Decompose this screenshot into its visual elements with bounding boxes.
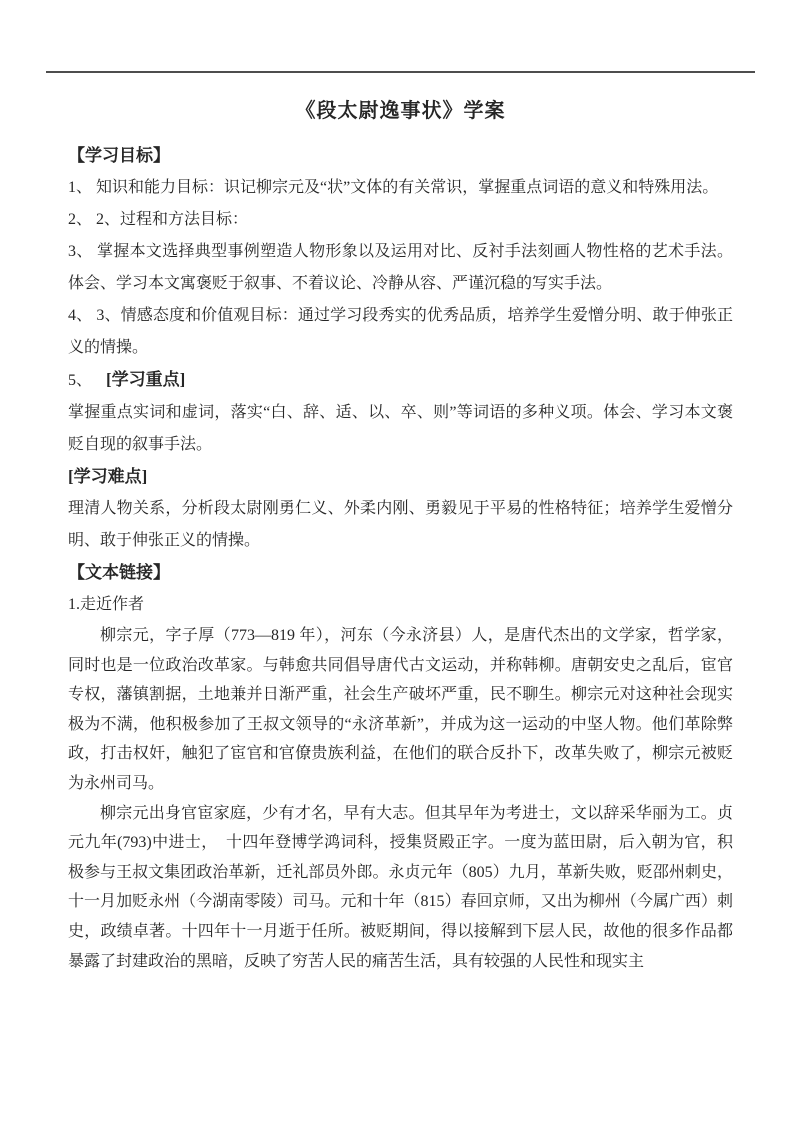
key-points-body: 掌握重点实词和虚词，落实“白、辞、适、以、卒、则”等词语的多种义项。体会、学习本文褒贬自现的叙事手法。: [68, 404, 733, 453]
section-heading-key-points: [68, 364, 733, 397]
page-title: 《段太尉逸事状》学案: [295, 100, 506, 122]
objective-item-2: 2、 2、过程和方法目标：: [68, 211, 249, 228]
objective-item-3: 3、 掌握本文选择典型事例塑造人物形象以及运用对比、反衬手法刻画人物性格的艺术手法。体会、学习本文寓褒贬于叙事、不着议论、冷静从容、严谨沉稳的写实手法。: [68, 243, 733, 292]
objective-item-1: 1、 知识和能力目标：识记柳宗元及“状”文体的有关常识，掌握重点词语的意义和特殊用法。: [68, 179, 719, 196]
text-link-subheading: 1.走近作者: [68, 596, 145, 613]
section-heading-objectives: 【学习目标】: [68, 146, 170, 165]
section-heading-difficulties: [学习难点]: [68, 467, 148, 486]
objective-item-4: 4、 3、情感态度和价值观目标：通过学习段秀实的优秀品质，培养学生爱憎分明、敢于伸张正义的情操。: [68, 307, 733, 356]
key-points-number: 5、: [68, 372, 93, 389]
difficulties-body: 理清人物关系，分析段太尉刚勇仁义、外柔内刚、勇毅见于平易的性格特征；培养学生爱憎分明、敢于伸张正义的情操。: [68, 500, 733, 549]
document-content: [68, 88, 733, 976]
section-heading-text-link: 【文本链接】: [68, 563, 170, 582]
author-bio-paragraph-1: 柳宗元，字子厚（773—819 年），河东（今永济县）人，是唐代杰出的文学家，哲学家，同时也是一位政治改革家。与韩愈共同倡导唐代古文运动，并称韩柳。唐朝安史之乱后，宦官专权，藩镇割据，土地兼并日渐严重，社会生产破坏严重，民不聊生。柳宗元对这种社会现实极为不满，他积极参加了王叔文领导的“永济革新”，并成为这一运动的中坚人物。他们革除弊政，打击权奸，触犯了宦官和官僚贵族利益，在他们的联合反扑下，改革失败了，柳宗元被贬为永州司马。: [68, 627, 733, 792]
key-points-heading-label: [学习重点]: [106, 370, 186, 389]
author-bio-paragraph-2: 柳宗元出身官宦家庭，少有才名，早有大志。但其早年为考进士，文以辞采华丽为工。贞元九年(793)中进士， 十四年登博学鸿词科，授集贤殿正字。一度为蓝田尉，后入朝为官，积极参与王叔文集团政治革新，迁礼部员外郎。永贞元年（805）九月，革新失败，贬邵州刺史，十一月加贬永州（今湖南零陵）司马。元和十年（815）春回京师，又出为柳州（今属广西）刺史，政绩卓著。十四年十一月逝于任所。被贬期间，得以接解到下层人民，故他的很多作品都暴露了封建政治的黑暗，反映了穷苦人民的痛苦生活，具有较强的人民性和现实主: [68, 804, 733, 970]
page-header-rule: [46, 71, 755, 73]
